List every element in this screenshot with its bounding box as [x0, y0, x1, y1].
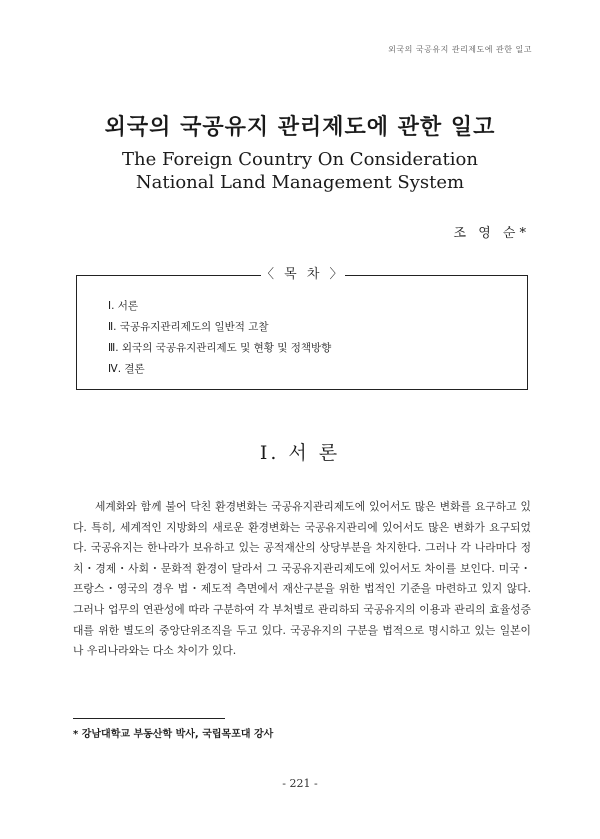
- toc-item: Ⅲ. 외국의 국공유지관리제도 및 현황 및 정책방향: [108, 342, 332, 354]
- toc-border-right: [345, 275, 528, 276]
- toc-item: Ⅱ. 국공유지관리제도의 일반적 고찰: [108, 321, 269, 333]
- toc-item: Ⅳ. 결론: [108, 363, 145, 375]
- toc-title: 〈 목 차 〉: [261, 267, 346, 282]
- title-korean: 외국의 국공유지 관리제도에 관한 일고: [104, 114, 496, 140]
- author: 조 영 순*: [453, 226, 530, 241]
- footnote: * 강남대학교 부동산학 박사, 국립목포대 강사: [73, 729, 274, 740]
- title-english: [0, 148, 600, 194]
- toc-list: [108, 296, 331, 380]
- title-english-line-2: National Land Management System: [135, 172, 465, 193]
- body-paragraph: 세계화와 함께 불어 닥친 환경변화는 국공유지관리제도에 있어서도 많은 변화를 요구하고 있다. 특히, 세계적인 지방화의 새로운 환경변화는 국공유지관리에 있어서도 많은 변화가 요구되었다. 국공유지는 한나라가 보유하고 있는 공적재산의 상당부분을 차지한다. 그러나 각 나라마다 정치・경제・사회・문화적 환경이 달라서 그 국공유지관리제도에 있어서도 차이를 보인다. 미국・프랑스・영국의 경우 법・제도적 측면에서 재산구분을 위한 법적인 기준을 마련하고 있지 않다. 그러나 업무의 연관성에 따라 구분하여 각 부처별로 관리하되 국공유지의 이용과 관리의 효율성증대를 위한 별도의 중앙단위조직을 두고 있다. 국공유지의 구분을 법적으로 명시하고 있는 일본이나 우리나라와는 다소 차이가 있다.: [73, 500, 531, 658]
- toc-border-left: [76, 275, 261, 276]
- title-english-line-1: The Foreign Country On Consideration: [122, 149, 478, 170]
- toc-item: Ⅰ. 서론: [108, 300, 139, 312]
- running-header: 외국의 국공유지 관리제도에 관한 일고: [388, 45, 532, 54]
- section-heading: Ⅰ. 서 론: [259, 442, 341, 464]
- footnote-divider: [73, 718, 225, 719]
- page-number: - 221 -: [282, 777, 318, 790]
